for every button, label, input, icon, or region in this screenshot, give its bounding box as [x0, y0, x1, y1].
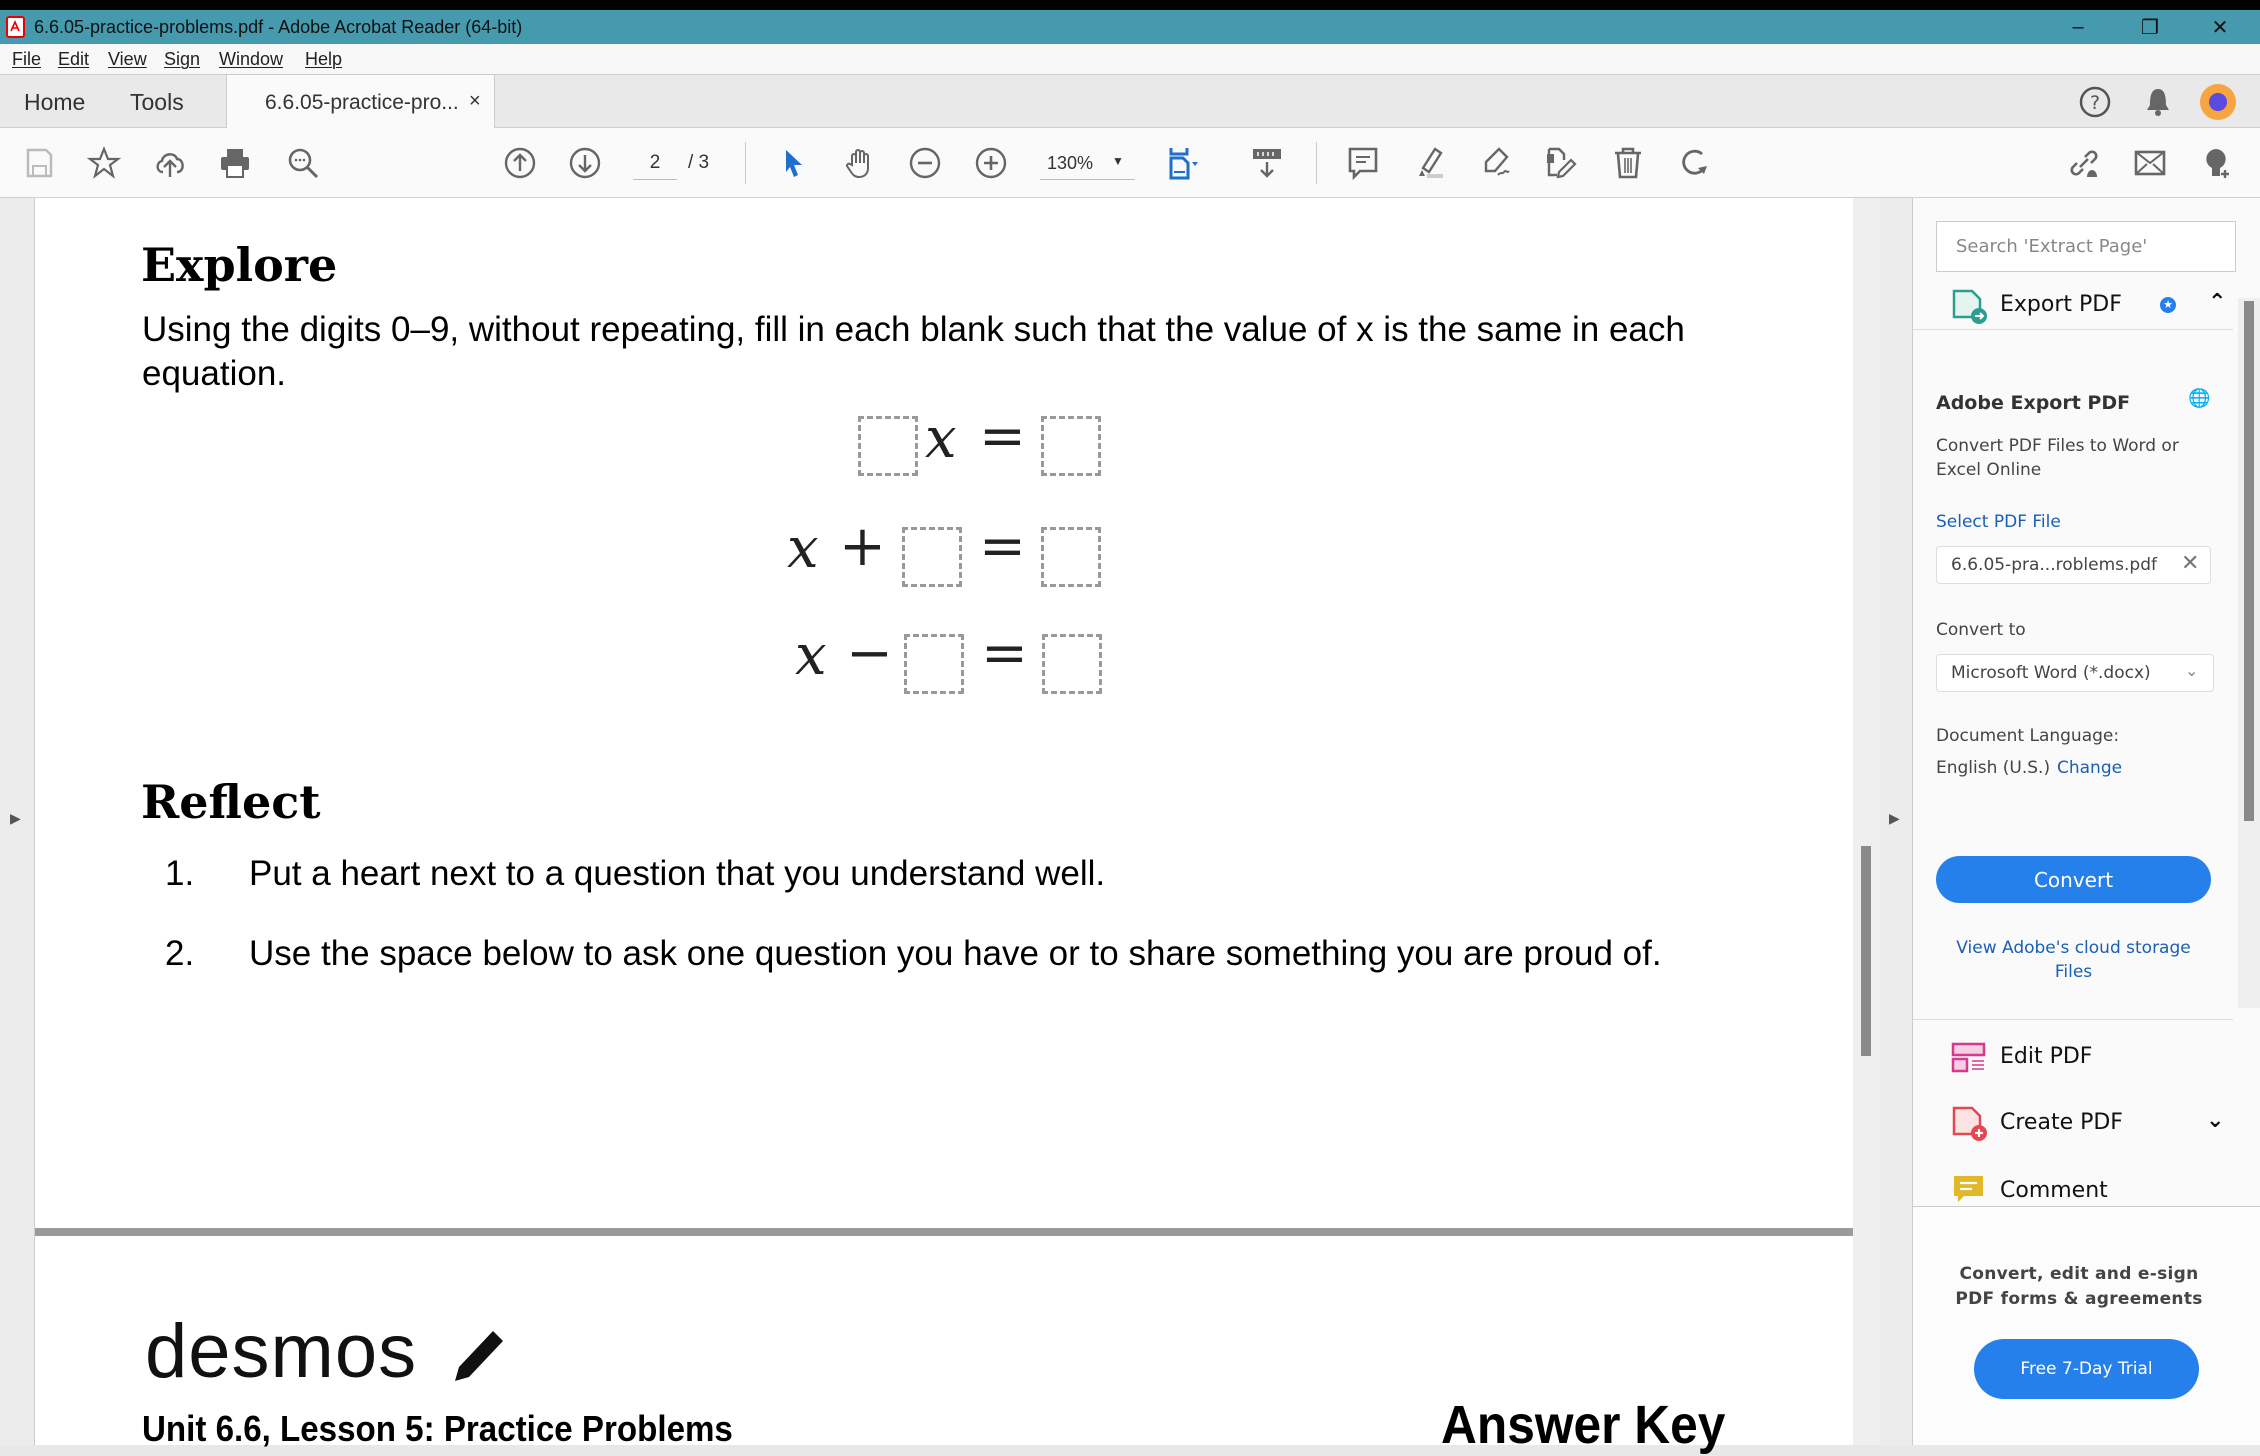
menu-bar [0, 44, 2260, 74]
menu-file[interactable]: File [12, 49, 42, 69]
desmos-logo [145, 1308, 507, 1395]
zoom-in-icon[interactable] [972, 144, 1010, 182]
minus-sign: − [846, 621, 893, 686]
minimize-button[interactable]: – [2072, 15, 2084, 38]
select-cursor-icon[interactable] [774, 144, 812, 182]
menu-view[interactable]: View [108, 49, 147, 69]
pdf-page [35, 198, 1853, 1455]
email-envelope-icon[interactable] [2131, 144, 2169, 182]
online-service-icon: 🌐 [2188, 388, 2211, 409]
list-item-number: 1. [165, 854, 195, 893]
export-pdf-icon [1952, 289, 1988, 325]
reflect-heading: Reflect [141, 775, 321, 829]
equals-sign: = [979, 514, 1026, 579]
tab-home[interactable]: Home [24, 89, 86, 115]
variable-x: x [795, 623, 827, 688]
tab-bar [0, 74, 2260, 128]
tool-label: Create PDF [2000, 1110, 2123, 1135]
blank-box [904, 634, 964, 694]
blank-box [1041, 527, 1101, 587]
export-pdf-header[interactable] [1913, 280, 2233, 330]
document-scrollbar[interactable] [1853, 198, 1880, 1445]
delete-trash-icon[interactable] [1609, 144, 1647, 182]
selected-file-field[interactable] [1936, 546, 2211, 584]
unit-title: Unit 6.6, Lesson 5: Practice Problems [142, 1408, 733, 1449]
add-user-icon[interactable] [2197, 144, 2235, 182]
sign-pen-icon[interactable] [1477, 144, 1515, 182]
divider [1913, 1019, 2233, 1020]
toolbar-divider [1316, 142, 1317, 184]
screen-top-band [0, 0, 2260, 10]
upload-cloud-icon[interactable] [151, 144, 189, 182]
logo-text: desmos [145, 1309, 418, 1394]
restore-button[interactable]: ❐ [2141, 16, 2159, 39]
tool-create-pdf[interactable] [1913, 1104, 2233, 1148]
tools-right-pane [1912, 198, 2260, 1445]
premium-star-icon: ★ [2160, 297, 2176, 313]
tool-comment[interactable] [1913, 1172, 2233, 1206]
export-description: Convert PDF Files to Word or Excel Online [1936, 436, 2179, 480]
clear-file-icon[interactable]: ✕ [2181, 551, 2200, 576]
page-separator [35, 1228, 1853, 1236]
help-icon[interactable] [2078, 85, 2112, 119]
print-icon[interactable] [216, 144, 254, 182]
notifications-bell-icon[interactable] [2141, 85, 2175, 119]
tool-edit-pdf[interactable] [1913, 1038, 2233, 1082]
list-item: Use the space below to ask one question you have or to share something you are proud of. [249, 934, 1662, 973]
share-link-icon[interactable] [2065, 144, 2103, 182]
explore-instructions: Using the digits 0–9, without repeating, fill in each blank such that the value of x is the same in each equation. [142, 310, 1685, 393]
comment-tool-icon [1952, 1174, 1986, 1206]
edit-document-icon[interactable] [1541, 144, 1579, 182]
blank-box [858, 416, 918, 476]
plus-sign: + [839, 514, 886, 579]
equals-sign: = [979, 404, 1026, 469]
adobe-export-heading: Adobe Export PDF [1936, 392, 2131, 414]
highlight-pen-icon[interactable] [1411, 144, 1449, 182]
menu-sign[interactable]: Sign [164, 49, 201, 69]
next-page-icon[interactable] [566, 144, 604, 182]
bookmark-star-icon[interactable] [85, 144, 123, 182]
answer-key-label: Answer Key [1441, 1395, 1726, 1455]
toolbar [0, 128, 2260, 198]
tab-tools[interactable]: Tools [130, 89, 184, 115]
blank-box [1041, 416, 1101, 476]
create-pdf-icon [1952, 1106, 1988, 1142]
fit-page-icon[interactable] [1165, 144, 1203, 182]
acrobat-file-icon [6, 16, 26, 38]
document-language-label: Document Language: [1936, 726, 2120, 746]
expand-chevron-down-icon[interactable]: ⌄ [2206, 1108, 2225, 1133]
blank-box [902, 527, 962, 587]
collapse-right-pane-icon[interactable]: ▶ [1889, 810, 1900, 826]
select-pdf-file-link[interactable]: Select PDF File [1936, 512, 2061, 532]
toolbar-divider [745, 142, 746, 184]
variable-x: x [925, 406, 957, 471]
page-total: / 3 [688, 152, 710, 173]
search-tools-input[interactable]: Search 'Extract Page' [1936, 221, 2236, 272]
scrollbar-thumb[interactable] [2244, 301, 2254, 821]
equals-sign: = [981, 621, 1028, 686]
save-icon[interactable] [20, 144, 58, 182]
list-item-number: 2. [165, 934, 195, 973]
convert-to-label: Convert to [1936, 620, 2026, 640]
close-window-button[interactable]: ✕ [2211, 16, 2229, 39]
comment-icon[interactable] [1344, 144, 1382, 182]
menu-edit[interactable]: Edit [58, 49, 90, 69]
find-search-icon[interactable] [284, 144, 322, 182]
svg-text:?: ? [2089, 92, 2101, 114]
document-language-value: English (U.S.) [1936, 758, 2051, 778]
window-title: 6.6.05-practice-problems.pdf - Adobe Acrobat Reader (64-bit) [34, 17, 523, 37]
zoom-level-dropdown[interactable] [1040, 148, 1135, 180]
explore-heading: Explore [141, 238, 338, 292]
user-avatar[interactable] [2200, 84, 2236, 120]
promo-text: Convert, edit and e-sign PDF forms & agreements [1955, 1264, 2203, 1309]
chevron-down-icon: ▼ [1112, 154, 1124, 168]
rotate-icon[interactable] [1676, 144, 1714, 182]
zoom-level-value: 130% [1047, 153, 1094, 173]
pencil-icon [447, 1327, 507, 1387]
blank-box [1042, 634, 1102, 694]
collapse-chevron-up-icon[interactable]: ⌃ [2208, 290, 2227, 315]
variable-x: x [787, 516, 819, 581]
previous-page-icon[interactable] [501, 144, 539, 182]
tab-close-icon[interactable]: × [469, 90, 481, 112]
menu-window[interactable]: Window [219, 49, 284, 69]
cloud-storage-link[interactable]: View Adobe's cloud storage Files [1956, 938, 2191, 982]
title-bar [0, 10, 2260, 44]
zoom-out-icon[interactable] [906, 144, 944, 182]
menu-help[interactable]: Help [305, 49, 343, 69]
scrollbar-thumb[interactable] [1861, 846, 1871, 1056]
free-trial-button[interactable]: Free 7-Day Trial [1974, 1339, 2199, 1399]
tool-label: Edit PDF [2000, 1044, 2093, 1069]
convert-format-dropdown[interactable] [1936, 654, 2214, 692]
convert-button[interactable]: Convert [1936, 856, 2211, 903]
convert-format-value: Microsoft Word (*.docx) [1951, 663, 2151, 683]
tab-document[interactable] [226, 75, 495, 129]
page-number-input[interactable]: 2 [633, 148, 677, 180]
promo-section [1913, 1206, 2260, 1445]
tab-document-label: 6.6.05-practice-pro... [265, 91, 459, 114]
tool-label: Comment [2000, 1178, 2108, 1203]
expand-left-pane-icon[interactable]: ▶ [10, 810, 21, 826]
scroll-mode-icon[interactable] [1248, 144, 1286, 182]
export-pdf-title: Export PDF [2000, 292, 2122, 317]
hand-tool-icon[interactable] [841, 144, 879, 182]
list-item: Put a heart next to a question that you understand well. [249, 854, 1106, 893]
chevron-down-icon: ⌄ [2185, 661, 2199, 680]
edit-pdf-icon [1951, 1042, 1987, 1074]
selected-file-name: 6.6.05-pra...roblems.pdf [1951, 555, 2157, 575]
change-language-link[interactable]: Change [2057, 758, 2123, 778]
right-pane-scrollbar[interactable] [2238, 298, 2260, 1008]
